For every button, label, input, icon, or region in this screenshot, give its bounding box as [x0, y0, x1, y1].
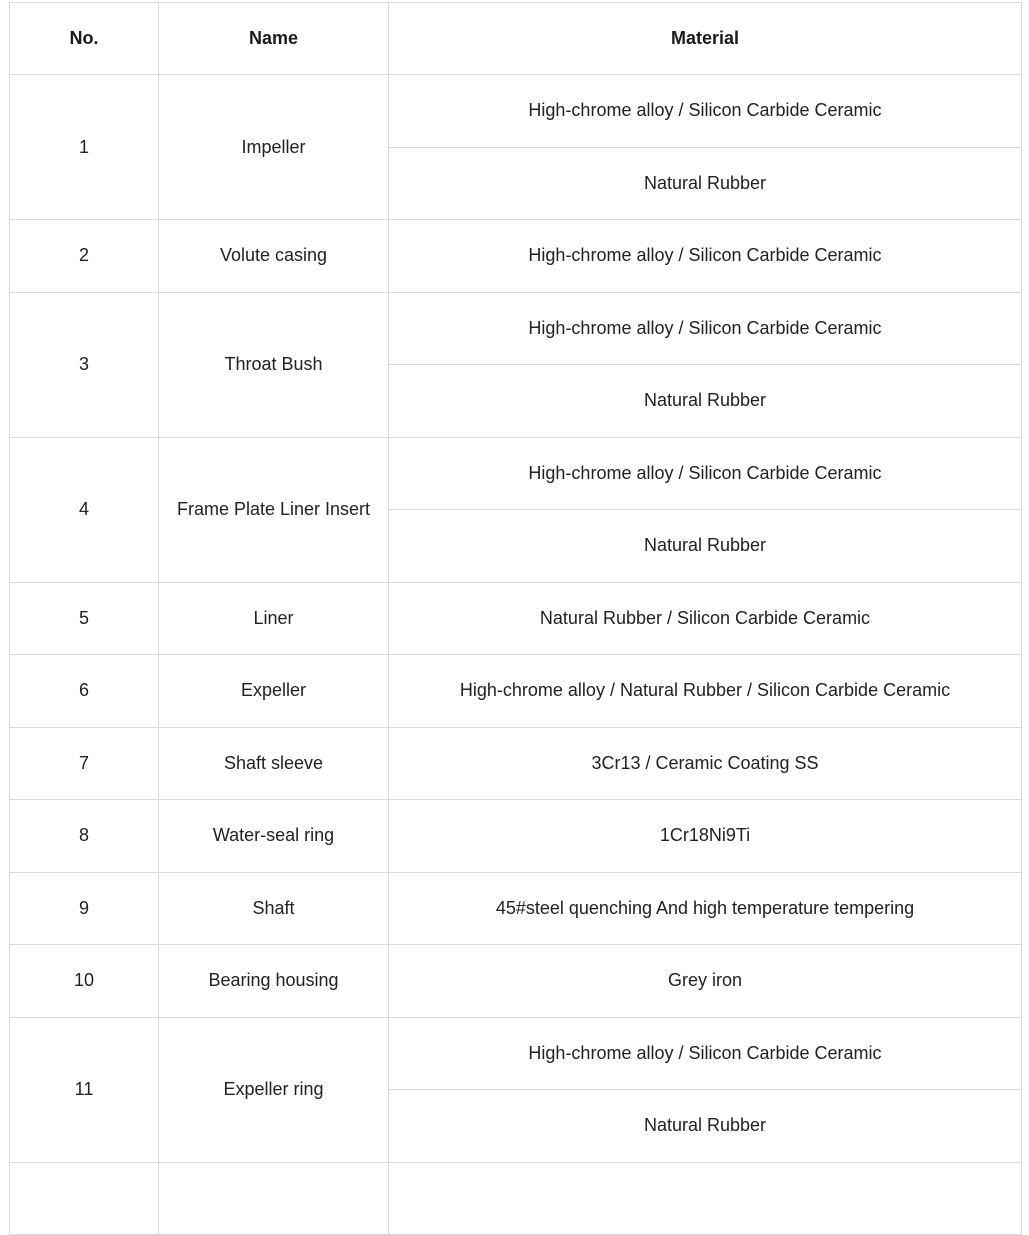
table-row — [10, 655, 1022, 728]
cell-name: Water-seal ring — [159, 800, 389, 873]
cell-name: Bearing housing — [159, 945, 389, 1018]
cell-no: 3 — [10, 292, 159, 437]
cell-no: 2 — [10, 220, 159, 293]
cell-material: Grey iron — [389, 945, 1022, 1018]
cell-material: 45#steel quenching And high temperature tempering — [389, 872, 1022, 945]
cell-name: Frame Plate Liner Insert — [159, 437, 389, 582]
table-body — [10, 75, 1022, 1235]
cell-name: Expeller ring — [159, 1017, 389, 1162]
cell-no: 11 — [10, 1017, 159, 1162]
cell-name: Shaft — [159, 872, 389, 945]
cell-material: High-chrome alloy / Silicon Carbide Ceramic — [389, 437, 1022, 510]
materials-table — [9, 2, 1022, 1235]
cell-material: High-chrome alloy / Silicon Carbide Ceramic — [389, 75, 1022, 148]
cell-empty — [159, 1162, 389, 1235]
cell-no: 1 — [10, 75, 159, 220]
table-row — [10, 292, 1022, 365]
table-row — [10, 872, 1022, 945]
header-name: Name — [159, 3, 389, 75]
table-row — [10, 75, 1022, 148]
cell-material: High-chrome alloy / Silicon Carbide Ceramic — [389, 220, 1022, 293]
cell-material: Natural Rubber / Silicon Carbide Ceramic — [389, 582, 1022, 655]
cell-name: Liner — [159, 582, 389, 655]
table-row — [10, 727, 1022, 800]
table-row — [10, 1017, 1022, 1090]
cell-name: Shaft sleeve — [159, 727, 389, 800]
cell-no: 5 — [10, 582, 159, 655]
cell-material: Natural Rubber — [389, 365, 1022, 438]
cell-no: 8 — [10, 800, 159, 873]
table-row — [10, 437, 1022, 510]
cell-material: 3Cr13 / Ceramic Coating SS — [389, 727, 1022, 800]
cell-no: 10 — [10, 945, 159, 1018]
cell-material: Natural Rubber — [389, 510, 1022, 583]
cell-material: Natural Rubber — [389, 1090, 1022, 1163]
table-row-partial — [10, 1162, 1022, 1235]
header-no: No. — [10, 3, 159, 75]
table-header-row — [10, 3, 1022, 75]
cell-name: Throat Bush — [159, 292, 389, 437]
cell-no: 7 — [10, 727, 159, 800]
cell-empty — [10, 1162, 159, 1235]
header-material: Material — [389, 3, 1022, 75]
cell-name: Volute casing — [159, 220, 389, 293]
cell-no: 4 — [10, 437, 159, 582]
cell-material: High-chrome alloy / Silicon Carbide Ceramic — [389, 292, 1022, 365]
table-row — [10, 220, 1022, 293]
cell-no: 9 — [10, 872, 159, 945]
cell-material: High-chrome alloy / Silicon Carbide Ceramic — [389, 1017, 1022, 1090]
materials-table-container — [9, 2, 1022, 1235]
cell-name: Expeller — [159, 655, 389, 728]
table-row — [10, 800, 1022, 873]
cell-empty — [389, 1162, 1022, 1235]
cell-material: Natural Rubber — [389, 147, 1022, 220]
cell-material: High-chrome alloy / Natural Rubber / Silicon Carbide Ceramic — [389, 655, 1022, 728]
cell-name: Impeller — [159, 75, 389, 220]
cell-no: 6 — [10, 655, 159, 728]
table-row — [10, 945, 1022, 1018]
table-row — [10, 582, 1022, 655]
cell-material: 1Cr18Ni9Ti — [389, 800, 1022, 873]
